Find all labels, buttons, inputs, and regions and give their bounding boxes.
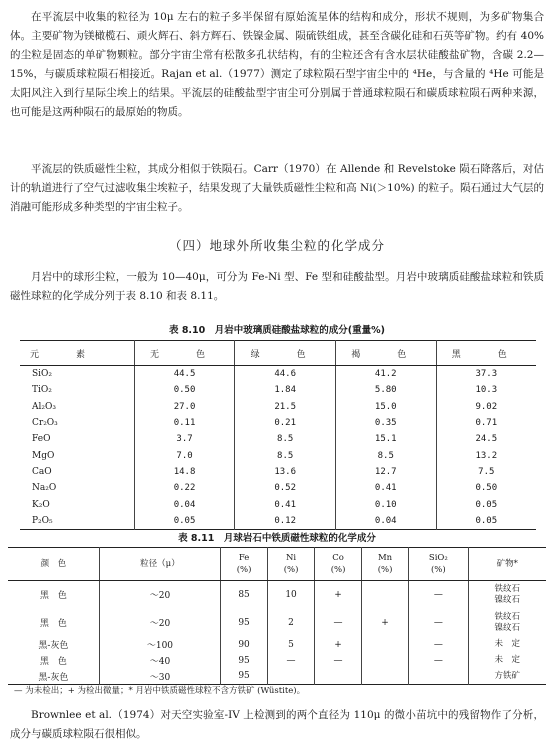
table-cell (315, 669, 362, 685)
table-cell: 95 (221, 669, 268, 685)
column-header: 无 色 (134, 341, 235, 366)
column-header: 元 素 (20, 341, 134, 366)
table-cell: 8.5 (235, 431, 336, 447)
table-cell: ～20 (99, 609, 220, 637)
table-cell: 8.5 (335, 447, 436, 463)
paragraph-lunar-spherules: 月岩中的球形尘粒，一般为 10—40μ，可分为 Fe-Ni 型、Fe 型和硅酸盐型。月岩中玻璃质硅酸盐球粒和铁质磁性球粒的化学成分列于表 8.10 和表 8.11。 (10, 271, 544, 302)
table-cell: — (409, 653, 469, 669)
table-cell (362, 653, 409, 669)
table-cell: 黑 色 (8, 581, 99, 609)
table-cell: MgO (20, 447, 134, 463)
table-cell: 85 (221, 581, 268, 609)
table-cell: Na₂O (20, 480, 134, 496)
table-cell: 90 (221, 637, 268, 653)
table-cell: 0.11 (134, 415, 235, 431)
table-cell: 0.41 (235, 496, 336, 512)
paragraph-skylab-analysis: Brownlee et al.（1974）对天空实验室-IV 上检测到的两个直径为 110μ 的微小苗坑中的残留物作了分析，成分与碳质球粒陨石很相似。 (10, 709, 544, 740)
table-cell: 2 (268, 609, 315, 637)
table-cell (409, 669, 469, 685)
table-cell (362, 637, 409, 653)
table-row (20, 480, 536, 496)
table-cell: 9.02 (475, 401, 498, 412)
table-cell: K₂O (20, 496, 134, 512)
table-cell: 12.7 (335, 464, 436, 480)
table-cell: 0.12 (235, 513, 336, 530)
table-8-11 (8, 547, 546, 685)
table-cell: 铁纹石 镍纹石 (494, 611, 521, 633)
table-cell: TiO₂ (20, 382, 134, 398)
table-cell: 黑 色 (8, 609, 99, 637)
table-cell: — (268, 653, 315, 669)
table-cell: 0.41 (335, 480, 436, 496)
table-cell: 95 (221, 609, 268, 637)
table-row (20, 464, 536, 480)
table-8-10 (20, 340, 536, 530)
table-8-11-title: 表 8.11 月球岩石中铁质磁性球粒的化学成分 (178, 533, 376, 544)
table-cell: + (315, 637, 362, 653)
table-8-10-title: 表 8.10 月岩中玻璃质硅酸盐球粒的成分(重量%) (169, 325, 385, 336)
table-cell: 0.05 (475, 499, 498, 510)
table-row (20, 496, 536, 512)
table-row (20, 382, 536, 398)
table-row (20, 513, 536, 530)
column-header: 颜 色 (8, 548, 99, 581)
table-cell: + (315, 581, 362, 609)
table-cell: 8.5 (235, 447, 336, 463)
table-cell: 0.05 (475, 515, 498, 526)
table-header-row (8, 548, 546, 581)
table-row (8, 669, 546, 685)
table-row (8, 653, 546, 669)
table-cell: 方铁矿 (494, 670, 521, 681)
table-row (20, 447, 536, 463)
column-header: 褐 色 (335, 341, 436, 366)
table-cell: 13.6 (235, 464, 336, 480)
table-cell (268, 669, 315, 685)
paragraph-iron-magnetic-dust: 平流层的铁质磁性尘粒，其成分相似于铁陨石。Carr（1970）在 Allende 和 Revelstoke 陨石降落后，对估计的轨道进行了空气过滤收集尘埃粒子，结果发现了大量铁质磁性尘粒和高 Ni(＞10%) 的粒子。陨石通过大气层的消融可能形成多种类型的宇宙尘粒子。 (10, 163, 544, 213)
table-row (20, 431, 536, 447)
table-cell: 0.22 (134, 480, 235, 496)
table-cell: 15.1 (335, 431, 436, 447)
table-cell: 0.52 (235, 480, 336, 496)
table-cell: 黑-灰色 (8, 637, 99, 653)
table-cell: 44.5 (134, 366, 235, 383)
table-cell: 黑-灰色 (8, 669, 99, 685)
table-row (8, 609, 546, 637)
table-cell: ～100 (99, 637, 220, 653)
column-header: 绿 色 (235, 341, 336, 366)
table-cell: 21.5 (235, 399, 336, 415)
table-cell: 0.35 (335, 415, 436, 431)
table-cell: 1.84 (235, 382, 336, 398)
column-header: 矿物* (468, 548, 546, 581)
section-heading: （四）地球外所收集尘粒的化学成分 (168, 238, 385, 253)
table-row (20, 415, 536, 431)
table-cell: ～30 (99, 669, 220, 685)
table-cell: 0.05 (134, 513, 235, 530)
column-header: Co (%) (315, 548, 362, 581)
table-cell: 0.10 (335, 496, 436, 512)
table-cell: — (409, 581, 469, 609)
column-header: SiO₂ (%) (409, 548, 469, 581)
column-header: Ni (%) (268, 548, 315, 581)
table-row (8, 637, 546, 653)
column-header: Fe (%) (221, 548, 268, 581)
table-cell: 27.0 (134, 399, 235, 415)
table-cell: 0.50 (475, 483, 498, 494)
table-cell: ～40 (99, 653, 220, 669)
table-cell: 未 定 (494, 655, 521, 665)
table-cell: CaO (20, 464, 134, 480)
table-cell (362, 669, 409, 685)
table-cell: 铁纹石 镍纹石 (494, 583, 521, 605)
table-row (20, 366, 536, 383)
table-cell: 5.80 (335, 382, 436, 398)
table-cell: 0.04 (134, 496, 235, 512)
table-cell: ～20 (99, 581, 220, 609)
column-header: 粒径（μ） (99, 548, 220, 581)
table-cell: 14.8 (134, 464, 235, 480)
table-cell: 5 (268, 637, 315, 653)
table-cell: 0.04 (335, 513, 436, 530)
table-row (8, 581, 546, 609)
table-cell: Cr₂O₃ (20, 415, 134, 431)
table-cell: — (409, 609, 469, 637)
column-header: 黑 色 (436, 341, 536, 366)
table-cell: 7.0 (134, 447, 235, 463)
table-cell: 13.2 (475, 450, 498, 461)
table-cell: 未 定 (494, 639, 521, 649)
table-cell: 0.21 (235, 415, 336, 431)
table-cell: — (409, 637, 469, 653)
table-cell: + (362, 609, 409, 637)
table-cell: FeO (20, 431, 134, 447)
table-cell: 15.0 (335, 399, 436, 415)
table-cell: 0.50 (134, 382, 235, 398)
table-cell: P₂O₅ (20, 513, 134, 530)
table-cell: 10 (268, 581, 315, 609)
table-cell: Al₂O₃ (20, 399, 134, 415)
table-cell: 44.6 (235, 366, 336, 383)
paragraph-stratospheric-dust: 在平流层中收集的粒径为 10μ 左右的粒子多半保留有原始流星体的结构和成分，形状不规则，为多矿物集合体。主要矿物为镁橄榄石、顽火辉石、斜方辉石、铁镍金属、陨硫铁组成，甚至含碳化硅和石英等矿物。约有 40% 的尘粒是固态的单矿物颗粒。部分宇宙尘常有松散多孔状结构，有的尘粒还含有含水层状硅酸盐矿物，含碳 2.2—15%，与碳质球粒陨石相接近。Rajan et al.（1977）测定了球粒陨石型宇宙尘中的 ⁴He，与含量的 ⁴He 可能是太阳风注入到行星际尘埃上的结果。平流层的硅酸盐型宇宙尘可分别属于普通球粒陨石和碳质球粒陨石两种来源，也可能是这两种陨石的最原始的物质。 (10, 11, 544, 118)
table-cell: 37.3 (475, 369, 498, 380)
table-cell: 10.3 (475, 385, 498, 396)
table-header-row (20, 341, 536, 366)
table-cell: 41.2 (335, 366, 436, 383)
table-cell: 24.5 (475, 434, 498, 445)
column-header: Mn (%) (362, 548, 409, 581)
table-cell: — (315, 653, 362, 669)
table-8-11-footnote: — 为未检出；+ 为检出微量；* 月岩中铁质磁性球粒不含方铁矿 (Wüstite)。 (14, 686, 306, 696)
table-cell: 3.7 (134, 431, 235, 447)
table-cell: — (315, 609, 362, 637)
table-row (20, 399, 536, 415)
table-cell: SiO₂ (20, 366, 134, 383)
table-cell: 黑 色 (8, 653, 99, 669)
table-cell (362, 581, 409, 609)
table-cell: 95 (221, 653, 268, 669)
table-cell: 0.71 (475, 418, 498, 429)
table-cell: 7.5 (478, 466, 495, 477)
